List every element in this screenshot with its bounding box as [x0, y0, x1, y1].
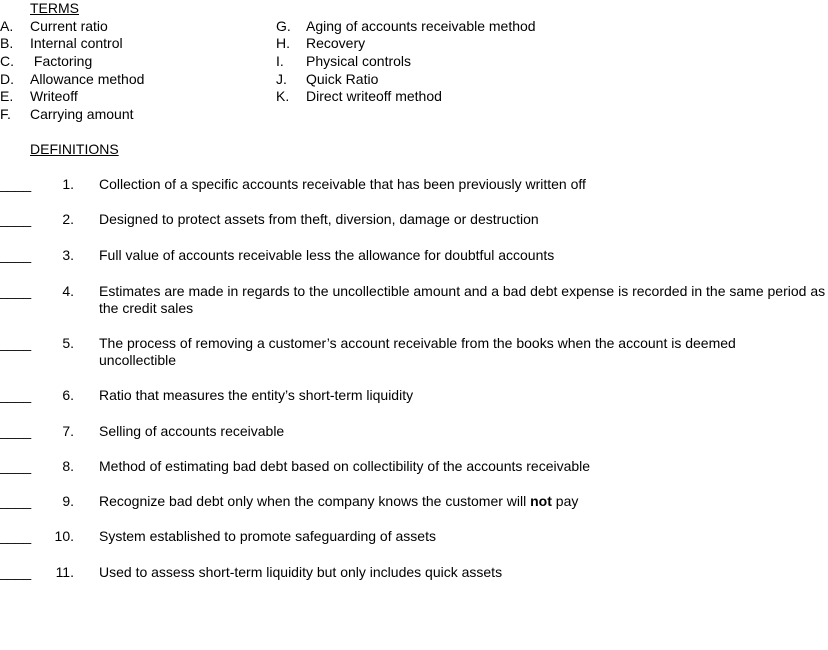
- definition-text-5: The process of removing a customer’s account receivable from the books when the account is deemed uncollectible: [99, 335, 736, 368]
- definitions-heading: DEFINITIONS: [30, 141, 119, 157]
- definition-number-8: 8.: [62, 458, 74, 474]
- answer-blank-9[interactable]: ____: [0, 493, 32, 509]
- definition-number-5: 5.: [62, 335, 74, 351]
- term-letter-e: E.: [0, 88, 14, 104]
- term-letter-a: A.: [0, 18, 14, 34]
- term-text-b: Internal control: [30, 35, 123, 51]
- term-letter-i: I.: [276, 53, 284, 69]
- definition-text-2: Designed to protect assets from theft, diversion, damage or destruction: [99, 211, 539, 227]
- definition-text-10: System established to promote safeguarding of assets: [99, 528, 436, 544]
- definition-number-9: 9.: [62, 493, 74, 509]
- definition-number-10: 10.: [54, 528, 74, 544]
- term-text-c: Factoring: [30, 53, 93, 69]
- definition-number-4: 4.: [62, 283, 74, 299]
- definition-number-1: 1.: [62, 176, 74, 192]
- definition-text-6: Ratio that measures the entity’s short-term liquidity: [99, 387, 414, 403]
- answer-blank-7[interactable]: ____: [0, 423, 32, 439]
- definition-text-7: Selling of accounts receivable: [99, 423, 285, 439]
- answer-blank-3[interactable]: ____: [0, 247, 32, 263]
- term-letter-k: K.: [276, 88, 290, 104]
- term-letter-d: D.: [0, 71, 14, 87]
- term-text-h: Recovery: [306, 35, 366, 51]
- answer-blank-1[interactable]: ____: [0, 176, 32, 192]
- definition-text-8: Method of estimating bad debt based on collectibility of the accounts receivable: [99, 458, 591, 474]
- term-letter-f: F.: [0, 106, 11, 122]
- definition-number-3: 3.: [62, 247, 74, 263]
- definition-number-2: 2.: [62, 211, 74, 227]
- answer-blank-10[interactable]: ____: [0, 528, 32, 544]
- answer-blank-4[interactable]: ____: [0, 283, 32, 299]
- answer-blank-2[interactable]: ____: [0, 211, 32, 227]
- definition-text-1: Collection of a specific accounts receivable that has been previously written off: [99, 176, 586, 192]
- term-letter-b: B.: [0, 35, 14, 51]
- term-text-d: Allowance method: [30, 71, 145, 87]
- definition-text-9: [99, 493, 828, 510]
- term-text-k: Direct writeoff method: [306, 88, 442, 104]
- term-text-i: Physical controls: [306, 53, 412, 69]
- definition-text-9-before: Recognize bad debt only when the company knows the customer will: [99, 493, 531, 509]
- definition-number-6: 6.: [62, 387, 74, 403]
- answer-blank-6[interactable]: ____: [0, 387, 32, 403]
- term-text-e: Writeoff: [30, 88, 78, 104]
- term-letter-h: H.: [276, 35, 290, 51]
- term-text-g: Aging of accounts receivable method: [306, 18, 536, 34]
- definition-number-11: 11.: [55, 564, 74, 580]
- term-letter-c: C.: [0, 53, 14, 69]
- term-letter-g: G.: [276, 18, 291, 34]
- answer-blank-11[interactable]: ____: [0, 564, 32, 580]
- definition-text-3: Full value of accounts receivable less the allowance for doubtful accounts: [99, 247, 555, 263]
- definition-number-7: 7.: [62, 423, 74, 439]
- definition-text-4: Estimates are made in regards to the uncollectible amount and a bad debt expense is recorded in the same period as the credit sales: [99, 283, 826, 316]
- terms-heading: TERMS: [30, 0, 79, 16]
- answer-blank-8[interactable]: ____: [0, 458, 32, 474]
- term-text-j: Quick Ratio: [306, 71, 379, 87]
- term-letter-j: J.: [276, 71, 287, 87]
- term-text-f: Carrying amount: [30, 106, 134, 122]
- definition-text-11: Used to assess short-term liquidity but only includes quick assets: [99, 564, 503, 580]
- answer-blank-5[interactable]: ____: [0, 335, 32, 351]
- definition-text-9-after: pay: [551, 493, 579, 509]
- term-text-a: Current ratio: [30, 18, 108, 34]
- definition-text-9-emphasis: not: [530, 493, 552, 509]
